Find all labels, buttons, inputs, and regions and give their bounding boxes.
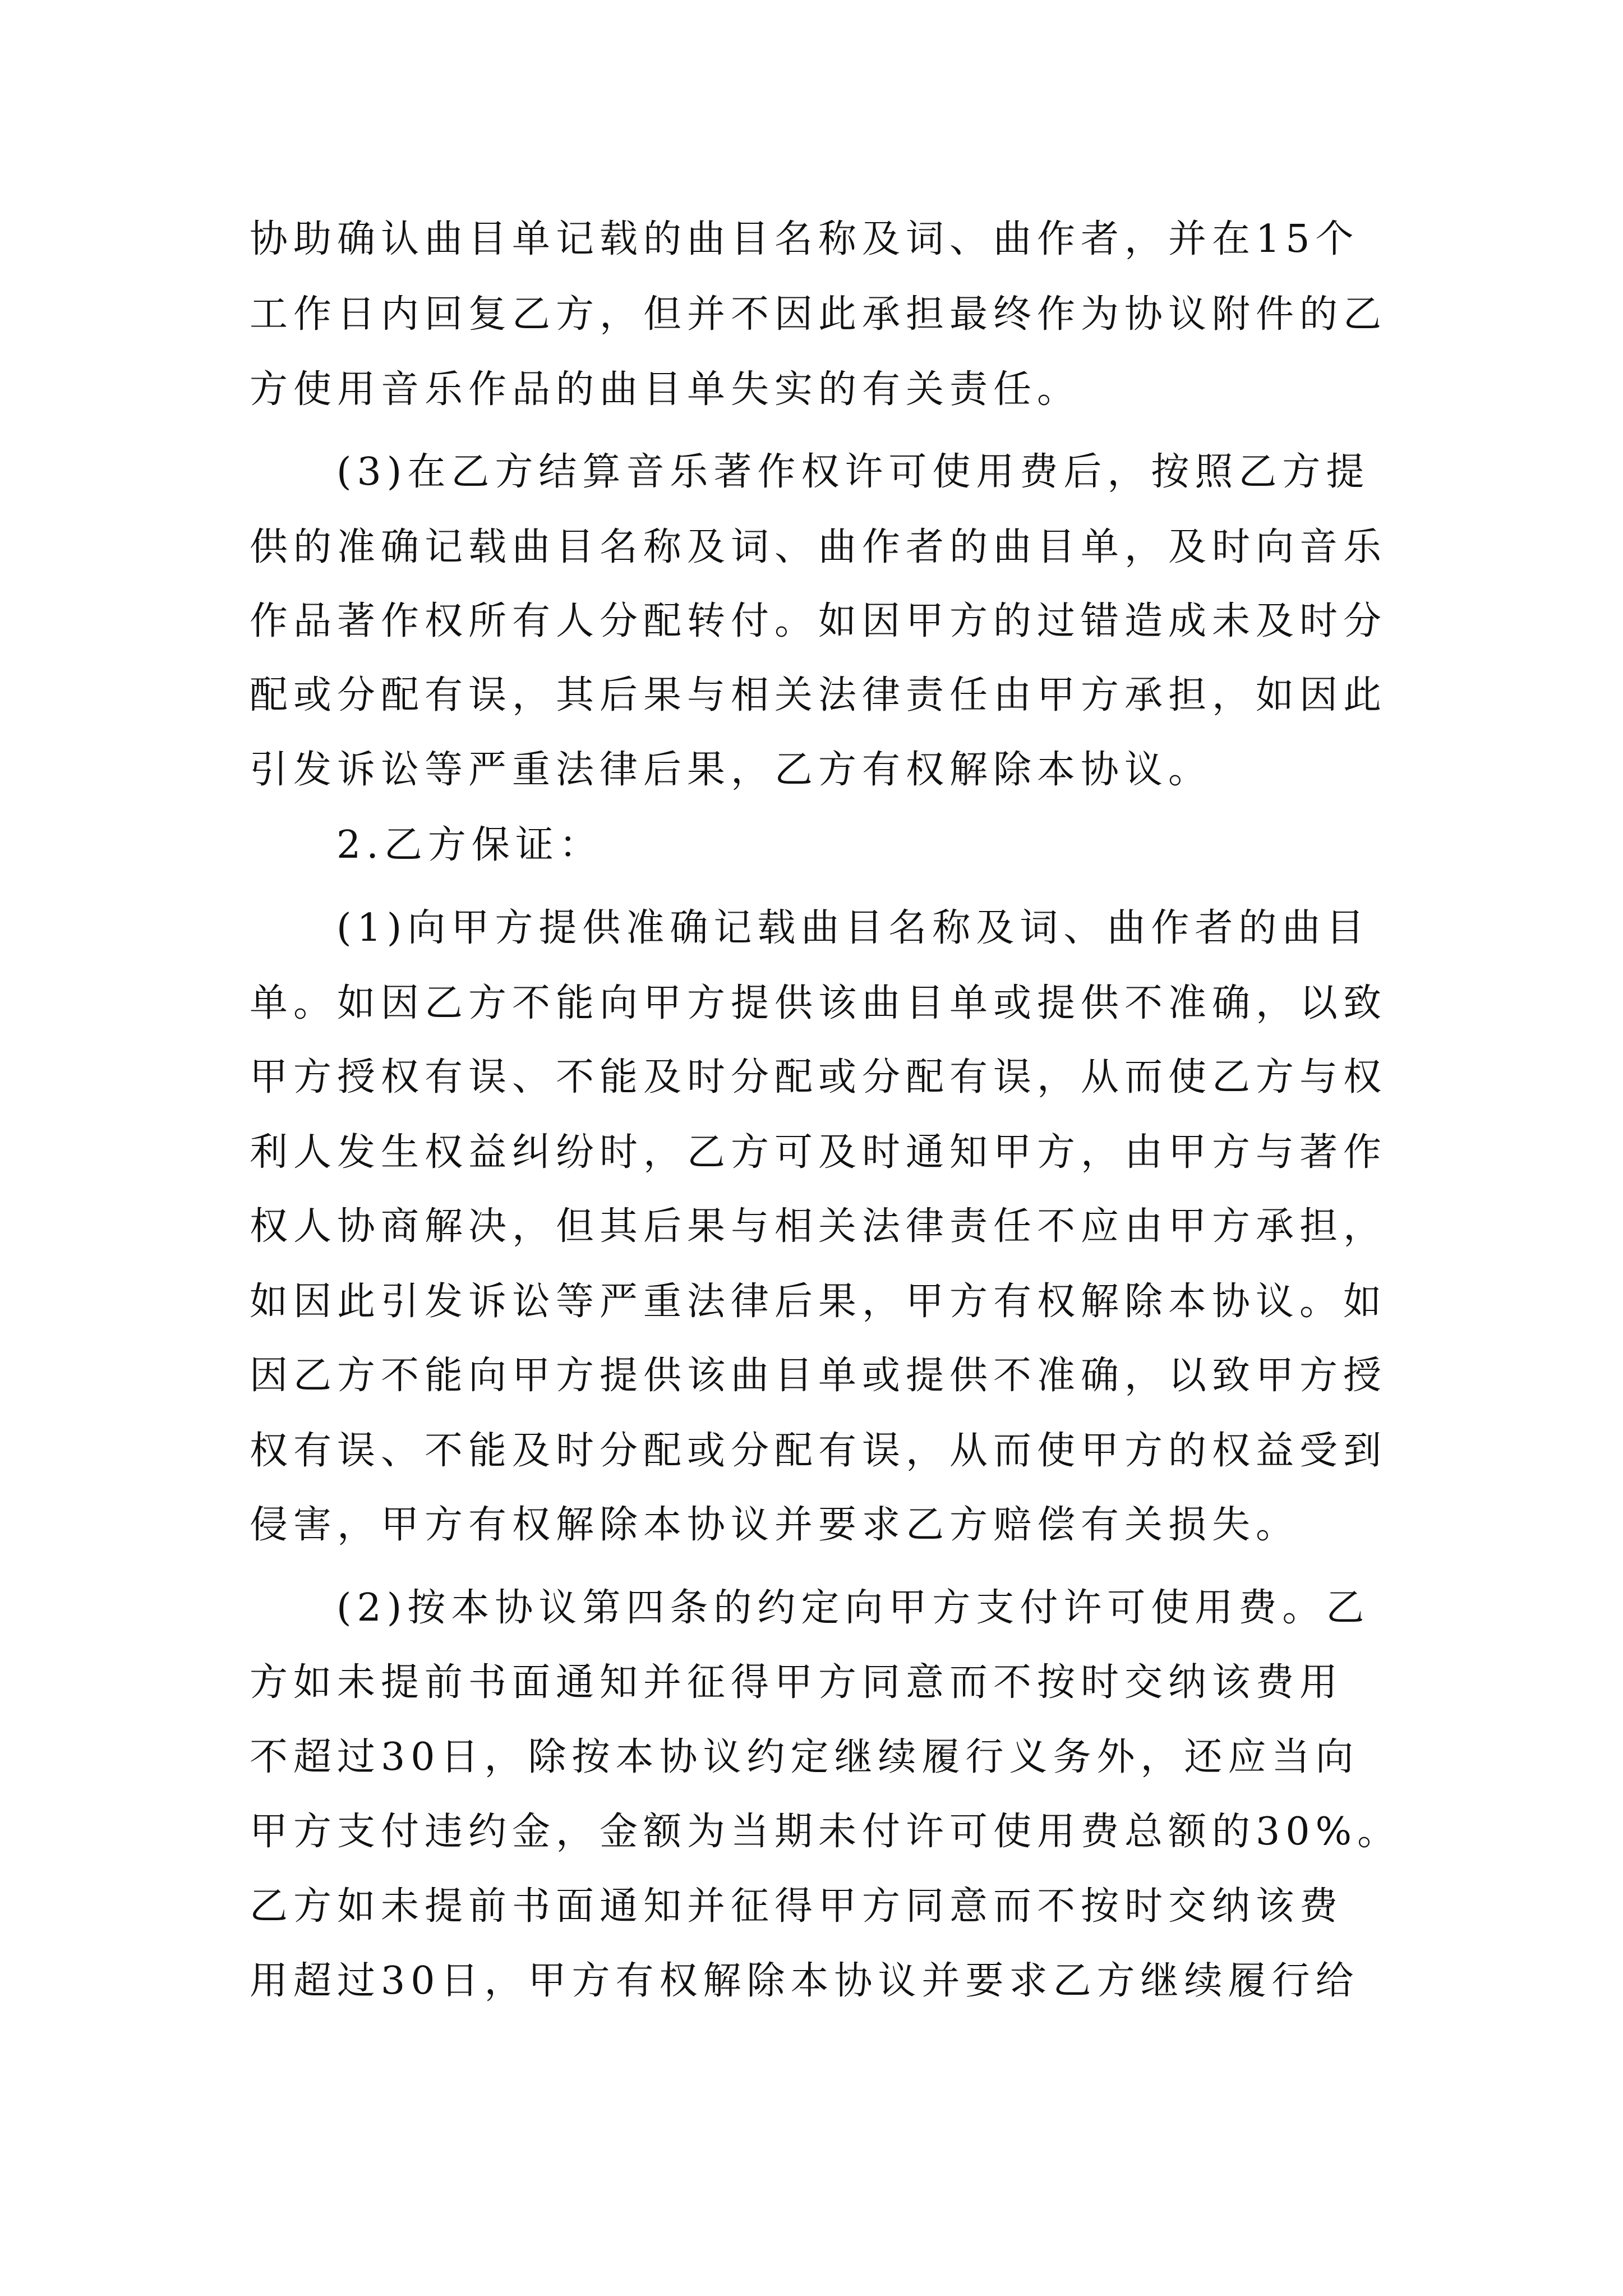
text-line: 因乙方不能向甲方提供该曲目单或提供不准确，以致甲方授 xyxy=(250,1354,1387,1398)
text-line: 权有误、不能及时分配或分配有误，从而使甲方的权益受到 xyxy=(250,1429,1387,1473)
text-line: 利人发生权益纠纷时，乙方可及时通知甲方，由甲方与著作 xyxy=(250,1130,1387,1175)
text-line: 不超过30日，除按本协议约定继续履行义务外，还应当向 xyxy=(250,1735,1359,1779)
text-line: (3)在乙方结算音乐著作权许可使用费后，按照乙方提 xyxy=(336,450,1370,494)
text-line: 用超过30日，甲方有权解除本协议并要求乙方继续履行给 xyxy=(250,1959,1359,2003)
text-line: 方使用音乐作品的曲目单失实的有关责任。 xyxy=(250,367,1081,412)
text-line: 配或分配有误，其后果与相关法律责任由甲方承担，如因此 xyxy=(250,673,1387,717)
text-line: 单。如因乙方不能向甲方提供该曲目单或提供不准确，以致 xyxy=(250,981,1387,1025)
text-line: 乙方如未提前书面通知并征得甲方同意而不按时交纳该费 xyxy=(250,1884,1344,1929)
text-line: 作品著作权所有人分配转付。如因甲方的过错造成未及时分 xyxy=(250,599,1387,643)
text-line: 供的准确记载曲目名称及词、曲作者的曲目单，及时向音乐 xyxy=(250,525,1387,569)
text-line: 甲方支付违约金，金额为当期未付许可使用费总额的30%。 xyxy=(250,1810,1401,1854)
text-line: 甲方授权有误、不能及时分配或分配有误，从而使乙方与权 xyxy=(250,1055,1387,1099)
text-line: (1)向甲方提供准确记载曲目名称及词、曲作者的曲目 xyxy=(336,906,1370,950)
text-line: 协助确认曲目单记载的曲目名称及词、曲作者，并在15个 xyxy=(250,217,1359,261)
section-heading: 2.乙方保证： xyxy=(336,823,603,867)
text-line: (2)按本协议第四条的约定向甲方支付许可使用费。乙 xyxy=(336,1586,1370,1630)
text-line: 如因此引发诉讼等严重法律后果，甲方有权解除本协议。如 xyxy=(250,1280,1387,1324)
text-line: 权人协商解决，但其后果与相关法律责任不应由甲方承担， xyxy=(250,1204,1387,1249)
text-line: 工作日内回复乙方，但并不因此承担最终作为协议附件的乙 xyxy=(250,292,1387,337)
text-line: 引发诉讼等严重法律后果，乙方有权解除本协议。 xyxy=(250,748,1212,792)
text-line: 方如未提前书面通知并征得甲方同意而不按时交纳该费用 xyxy=(250,1660,1344,1705)
text-line: 侵害，甲方有权解除本协议并要求乙方赔偿有关损失。 xyxy=(250,1503,1300,1547)
